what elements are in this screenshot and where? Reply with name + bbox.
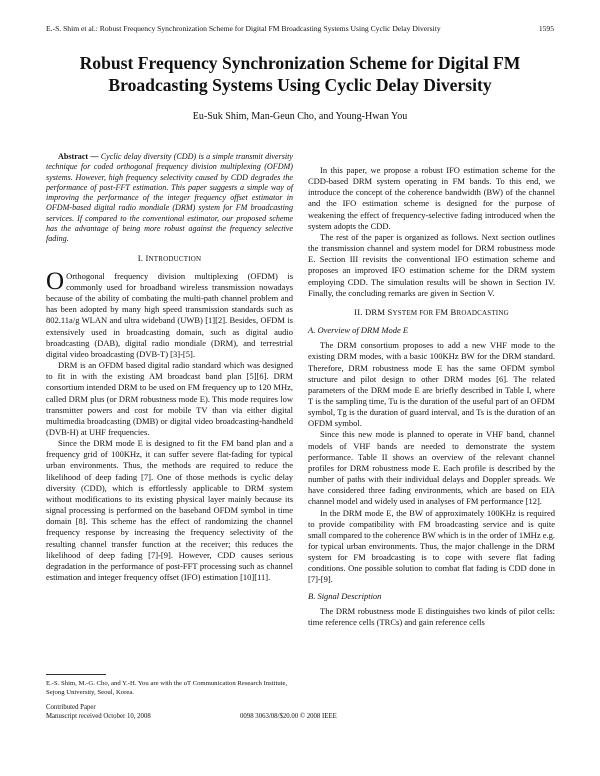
intro-paragraph-4: In this paper, we propose a robust IFO estimation scheme for the CDD-based DRM system operating in FM bands. To this end, we introduce the concept of the coherence bandwidth (BW) of the channel and the IFO estimation scheme is designed for the purpose of weakening the effect of frequency-selective fading introduced when the system adopts the CDD. <box>308 165 555 231</box>
left-column <box>46 152 293 583</box>
running-title: E.-S. Shim et al.: Robust Frequency Synchronization Scheme for Digital FM Broadcasting Systems Using Cyclic Delay Diversity <box>46 24 441 33</box>
section2-paragraph-4: The DRM robustness mode E distinguishes two kinds of pilot cells: time reference cells (TRCs) and gain reference cells <box>308 605 555 627</box>
copyright-notice: 0098 3063/08/$20.00 © 2008 IEEE <box>240 713 337 720</box>
section-1-heading: I. INTRODUCTION <box>137 252 202 263</box>
subsection-a-heading: A. Overview of DRM Mode E <box>308 325 409 336</box>
subsection-b-heading: B. Signal Description <box>308 590 382 601</box>
contributed-paper-label: Contributed Paper <box>46 704 96 711</box>
intro-paragraph-2: DRM is an OFDM based digital radio standard which was designed to fit in with the existing AM broadcast band plan [5][6]. DRM consortium intended DRM to be used on FM frequency up to 120 MHz, called DRM plus (or DRM robustness mode E). This mode requires low transmitter powers and cost for mobile TV than via either digital multimedia broadcasting (DMB) or digital video broadcasting-handheld (DVB-H) at UHF frequencies. <box>46 360 293 438</box>
manuscript-received: Manuscript received October 10, 2008 <box>46 712 151 720</box>
paper-title <box>30 52 570 96</box>
title-line-2: Broadcasting Systems Using Cyclic Delay Diversity <box>108 75 492 95</box>
intro-paragraph-1: O Orthogonal frequency division multiplexing (OFDM) is commonly used for broadband wireless transmission nowadays because of the ability of combating the multi-path channel problem and has been adopted by many high speed transmission standards such as 802.11a/g WLAN and ultra wideband (UWB) [1][2]. Besides, OFDM is extensively used in broadcasting domain, such as digital audio broadcasting (DAB), digital radio mondiale (DRM), and terrestrial digital video broadcasting (DVB-T) [3]-[5]. <box>46 267 293 359</box>
page-number: 1595 <box>538 24 554 33</box>
section-2-heading: II. DRM SYSTEM FOR FM BROADCASTING <box>354 306 509 317</box>
running-header <box>46 24 554 33</box>
intro-paragraph-3: Since the DRM mode E is designed to fit the FM band plan and a frequency grid of 100KHz, it can suffer severe flat-fading for typical urban environments. Thus, the methods are required to reduce the likelihood of deep fading [7]. One of those methods is cyclic delay diversity (CDD), which is effortlessly applicable to DRM system without modifications to its existing physical layer mainly because its signal processing is performed on the baseband OFDM symbol in time domain [8]. This scheme has the effect of randomizing the channel frequency response by increasing the frequency selectivity of the resulting channel transfer function at the receiver; this reduces the likelihood of deep fading [7]-[9]. However, CDD causes serious degradation in the performance of post-FFT processing such as channel estimation and integer frequency offset (IFO) estimation [10][11]. <box>46 438 293 583</box>
abstract-label: Abstract — <box>58 152 99 161</box>
section2-paragraph-1: The DRM consortium proposes to add a new VHF mode to the existing DRM modes, with a basic 100KHz BW for the DRM standard. Therefore, DRM robustness mode E has the same OFDM symbol structure and pilot design to other DRM modes [6]. The related parameters of the DRM mode E are briefly described in Table I, where T is the sampling time, Tu is the duration of the useful part of an OFDM symbol, Tg is the duration of guard interval, and Ts is the duration of an OFDM symbol. <box>308 340 555 429</box>
author-list: Eu-Suk Shim, Man-Geun Cho, and Young-Hwan You <box>192 111 408 122</box>
section2-paragraph-2: Since this new mode is planned to operate in VHF band, channel models of VHF bands are needed to demonstrate the system performance. Table II shows an overview of the relevant channel profiles for DRM robustness mode E. Each profile is described by the number of paths with their individual delays and Doppler spreads. We have considered three fading environments, which are based on EIA channel model and widely used in analyses of FM performance [12]. <box>308 429 555 507</box>
right-column <box>308 165 555 628</box>
manuscript-info <box>46 704 151 721</box>
author-affiliation-footnote: E.-S. Shim, M.-G. Cho, and Y.-H. You are with the uT Communication Research Institute, Sejong University, Seoul, Korea. <box>46 680 288 696</box>
abstract <box>46 152 293 245</box>
abstract-text: Cyclic delay diversity (CDD) is a simple transmit diversity technique for coded orthogonal frequency division multiplexing (OFDM) systems. However, high frequency selectivity caused by CDD degrades the performance of post-FFT estimation. This paper suggests a simple way of improving the performance of the integer frequency offset estimator in OFDM-based digital radio mondiale (DRM) system for FM broadcasting services. If compared to the conventional estimator, our proposed scheme has the advantage of being more robust against the frequency selective fading. <box>46 152 293 244</box>
footnote-divider <box>46 674 106 675</box>
section2-paragraph-3: In the DRM mode E, the BW of approximately 100KHz is required to provide compatibility with FM broadcasting service and is quite small compared to the coherence BW which is in the order of 1MHz e.g. for typical urban environments. Thus, the major challenge in the DRM system for FM broadcasting is to cope with severe flat fading conditions. One possible solution to combat flat fading is CDD done in [7]-[9]. <box>308 507 555 585</box>
drop-cap: O <box>46 267 65 295</box>
title-line-1: Robust Frequency Synchronization Scheme for Digital FM <box>79 53 521 73</box>
intro-paragraph-5: The rest of the paper is organized as follows. Next section outlines the transmission channel and system model for DRM robustness mode E. Section III revisits the conventional IFO estimation scheme and proposes an improved IFO estimation scheme for the DRM system employing CDD. The simulation results will be shown in Section IV. Finally, the concluding remarks are given in Section V. <box>308 231 555 298</box>
